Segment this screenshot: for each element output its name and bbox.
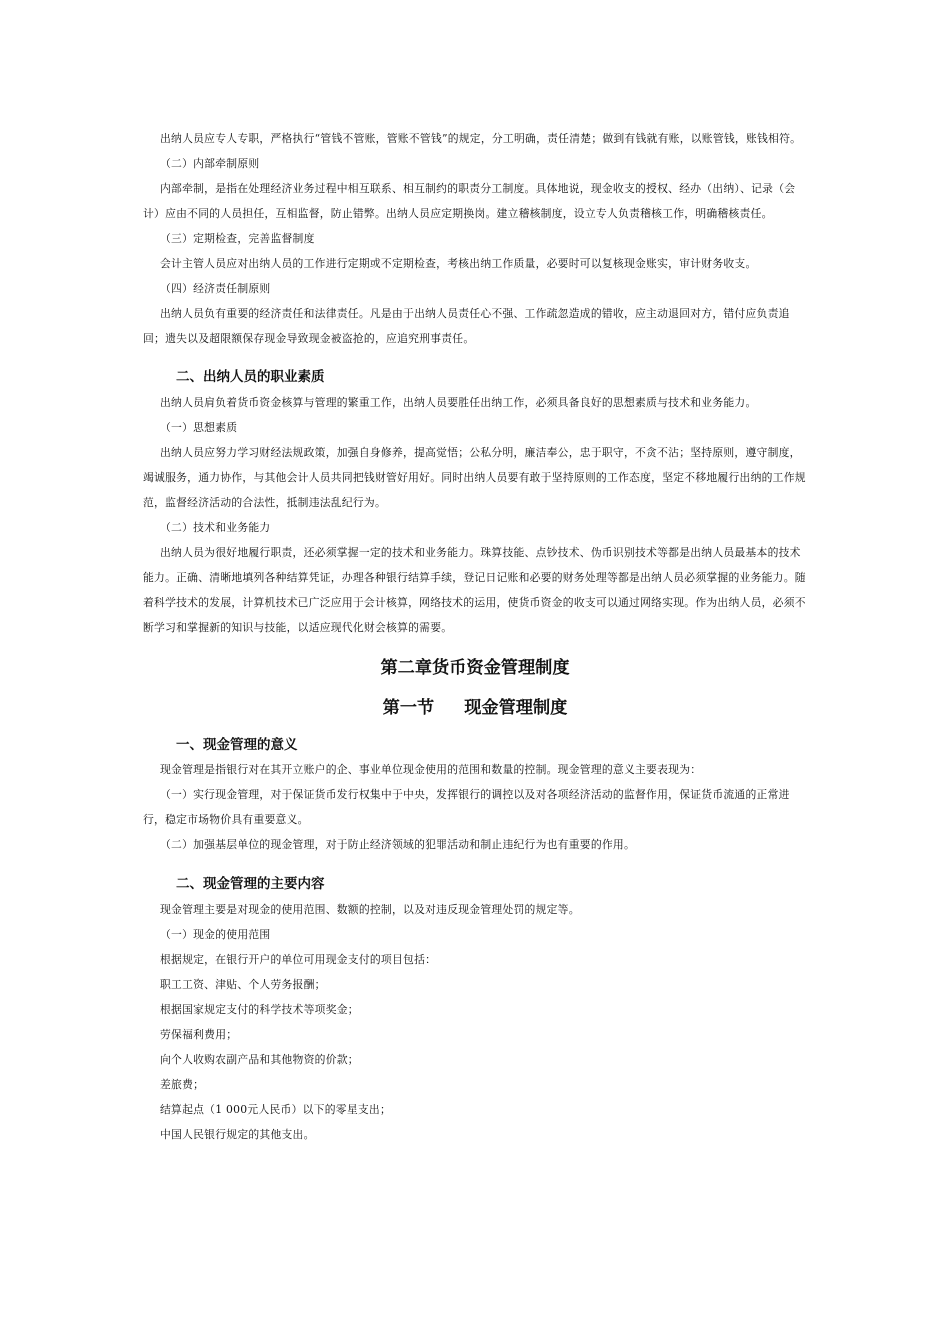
subheading: （二）技术和业务能力 [160,521,271,534]
subheading: （三）定期检查，完善监督制度 [160,232,315,245]
section-heading: 二、现金管理的主要内容 [176,876,325,892]
chapter-title: 第二章货币资金管理制度 [380,658,570,678]
paragraph: 现金管理是指银行对在其开立账户的企、事业单位现金使用的范围和数量的控制。现金管理的意义主要表现为： [160,763,702,776]
list-item: 向个人收购农副产品和其他物资的价款； [160,1053,359,1066]
paragraph: 会计主管人员应对出纳人员的工作进行定期或不定期检查，考核出纳工作质量，必要时可以复核现金账实，审计财务收支。 [160,257,757,270]
list-item: 差旅费； [160,1078,205,1091]
document-body [143,126,807,1147]
list-item: 劳保福利费用； [160,1028,238,1041]
paragraph: 出纳人员应努力学习财经法规政策，加强自身修养，提高觉悟；公私分明，廉洁奉公，忠于职守，不贪不沾；坚持原则，遵守制度，竭诚服务，通力协作，与其他会计人员共同把钱财管好用好。同时出纳人员要有敢于坚持原则的工作态度，坚定不移地履行出纳的工作规范，监督经济活动的合法性，抵制违法乱纪行为。 [143,446,806,509]
paragraph: 现金管理主要是对现金的使用范围、数额的控制，以及对违反现金管理处罚的规定等。 [160,903,580,916]
paragraph: 根据规定，在银行开户的单位可用现金支付的项目包括： [160,953,437,966]
list-item: 职工工资、津贴、个人劳务报酬； [160,978,326,991]
section-heading: 一、现金管理的意义 [176,737,298,753]
paragraph: （二）加强基层单位的现金管理，对于防止经济领域的犯罪活动和制止违纪行为也有重要的作用。 [160,838,636,851]
section-heading: 二、出纳人员的职业素质 [176,369,325,385]
list-item: 中国人民银行规定的其他支出。 [160,1128,315,1141]
paragraph: 出纳人员负有重要的经济责任和法律责任。凡是由于出纳人员责任心不强、工作疏忽造成的错收，应主动退回对方，错付应负责追回；遗失以及超限额保存现金导致现金被盗抢的，应追究刑事责任。 [143,307,790,345]
paragraph: 出纳人员应专人专职，严格执行“管钱不管账，管账不管钱”的规定，分工明确，责任清楚；做到有钱就有账，以账管钱，账钱相符。 [160,132,802,145]
section-title [143,694,807,722]
subheading: （一）现金的使用范围 [160,928,271,941]
paragraph: 出纳人员肩负着货币资金核算与管理的繁重工作，出纳人员要胜任出纳工作，必须具备良好的思想素质与技术和业务能力。 [160,396,757,409]
subheading: （一）思想素质 [160,421,238,434]
section-name: 现金管理制度 [464,698,568,718]
paragraph: （一）实行现金管理，对于保证货币发行权集中于中央，发挥银行的调控以及对各项经济活动的监督作用，保证货币流通的正常进行，稳定市场物价具有重要意义。 [143,788,790,826]
paragraph: 出纳人员为很好地履行职责，还必须掌握一定的技术和业务能力。珠算技能、点钞技术、伪币识别技术等都是出纳人员最基本的技术能力。正确、清晰地填列各种结算凭证，办理各种银行结算手续，登记日记账和必要的财务处理等都是出纳人员必须掌握的业务能力。随着科学技术的发展，计算机技术已广泛应用于会计核算，网络技术的运用，使货币资金的收支可以通过网络实现。作为出纳人员，必须不断学习和掌握新的知识与技能，以适应现代化财会核算的需要。 [143,546,806,634]
section-number: 第一节 [382,698,435,718]
subheading: （四）经济责任制原则 [160,282,271,295]
list-item: 结算起点（1 000元人民币）以下的零星支出； [160,1103,392,1116]
subheading: （二）内部牵制原则 [160,157,260,170]
paragraph: 内部牵制，是指在处理经济业务过程中相互联系、相互制约的职责分工制度。具体地说，现金收支的授权、经办（出纳）、记录（会计）应由不同的人员担任，互相监督，防止错弊。出纳人员应定期换岗。建立稽核制度，设立专人负责稽核工作，明确稽核责任。 [143,182,796,220]
list-item: 根据国家规定支付的科学技术等项奖金； [160,1003,359,1016]
